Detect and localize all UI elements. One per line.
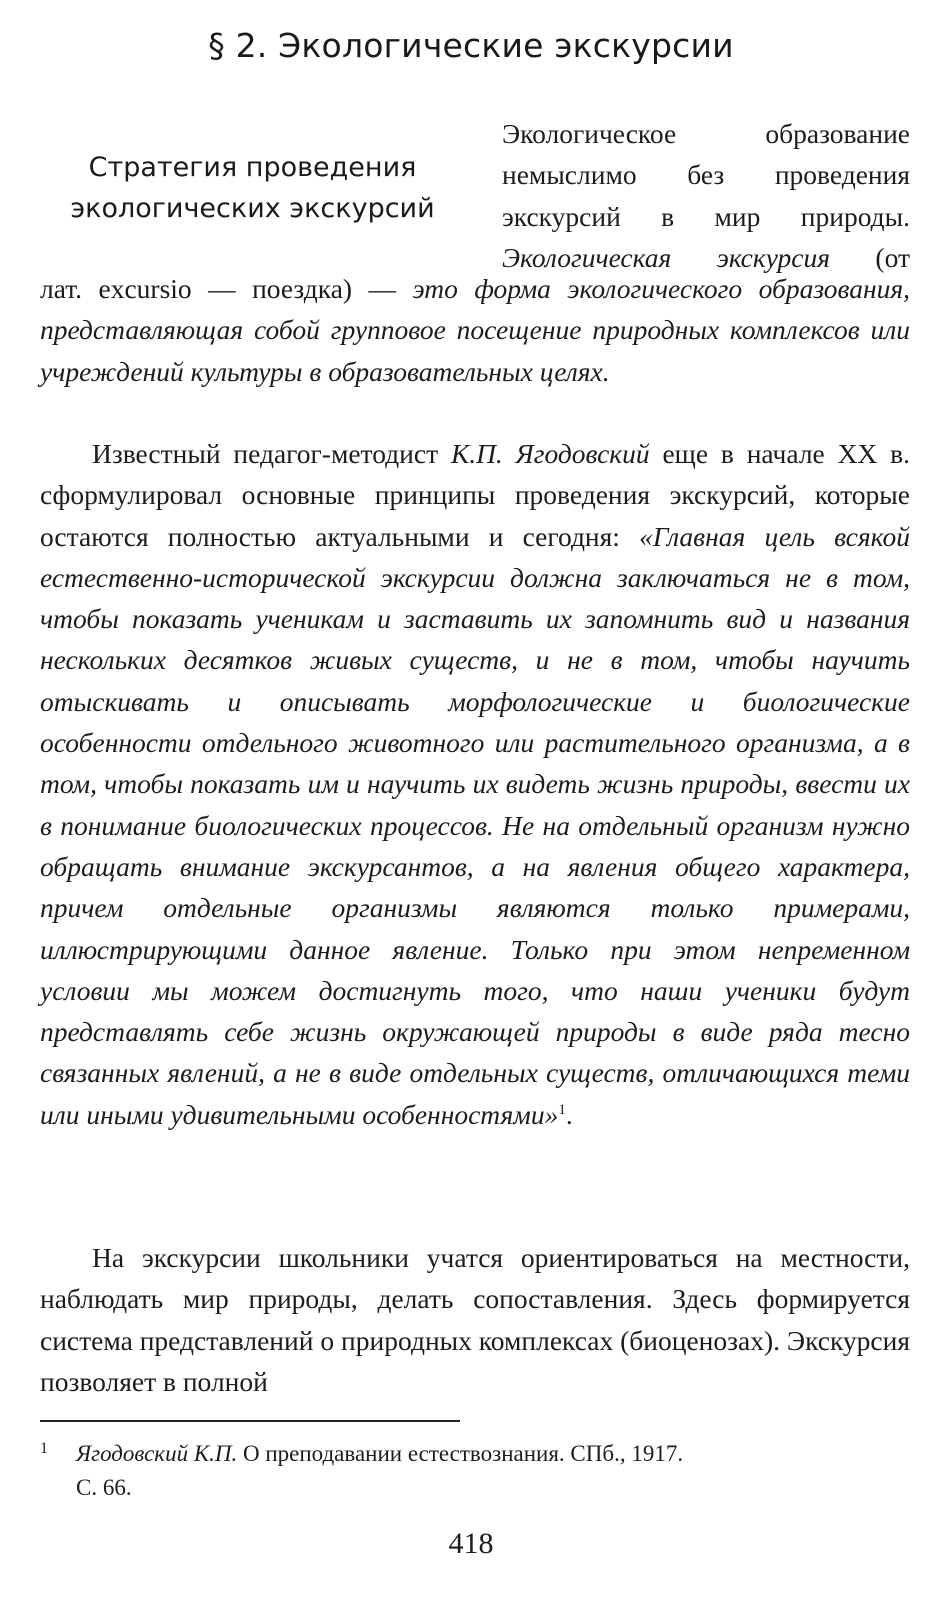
para2-intro: Известный педагог-методист <box>92 438 451 469</box>
footnote-text: О преподавании естествознания. СПб., 1917. <box>237 1441 684 1466</box>
footnote-reference[interactable]: 1 <box>558 1101 566 1118</box>
definition-term-after: (от <box>830 241 910 273</box>
side-heading-line1: Стратегия проведения <box>88 152 417 183</box>
side-heading <box>40 147 465 229</box>
para2-mid: еще в начале XX в. сформулировал основные принципы проведения экскурсий, которые остаются полностью актуальными и сегодня: <box>40 438 910 552</box>
footnote <box>40 1432 910 1505</box>
definition-column <box>502 113 910 278</box>
footnote-text-line2: С. 66. <box>76 1475 132 1500</box>
footnote-author: Ягодовский К.П. <box>76 1441 238 1466</box>
side-heading-line2: экологических экскурсий <box>70 193 435 224</box>
definition-line3: экскурсий в мир природы. <box>502 200 910 232</box>
definition-term: Экологическая экскурсия <box>502 241 831 273</box>
paragraph-yagodovsky <box>40 433 910 1135</box>
definition-cont-plain: лат. excursio — поездка) — <box>40 273 413 304</box>
definition-line2: немыслимо без проведения <box>502 159 910 191</box>
footnote-mark: 1 <box>40 1440 48 1457</box>
footnote-divider <box>40 1420 460 1422</box>
definition-line1: Экологическое образование <box>502 118 910 149</box>
para2-author: К.П. Ягодовский <box>450 438 650 469</box>
para2-end: . <box>565 1098 573 1130</box>
section-title: § 2. Экологические экскурсии <box>208 26 734 65</box>
page-number: 418 <box>448 1527 494 1560</box>
definition-cont-italic: это форма экологического образования, представляющая собой групповое посещение природных комплексов или учреждений культуры в образовательных целях. <box>40 273 910 387</box>
para2-quote: «Главная цель всякой естественно-исторической экскурсии должна заключаться не в том, чтобы показать ученикам и заставить их запомнить вид и названия нескольких десятков живых существ, и не в том, чтобы научить отыскивать и описывать морфологические и биологические особенности отдельного животного или растительного организма, а в том, чтобы показать им и научить их видеть жизнь природы, ввести их в понимание биологических процессов. Не на отдельный организм нужно обращать внимание экскурсантов, а на явления общего характера, причем отдельные организмы являются только примерами, иллюстрирующими данное явление. Только при этом непременном условии мы можем достигнуть того, что наши ученики будут представлять себе жизнь окружающей природы в виде ряда тесно связанных явлений, а не в виде отдельных существ, отличающихся теми или иными удивительными особенностями» <box>40 520 910 1130</box>
paragraph-excursion: На экскурсии школьники учатся ориентироваться на местности, наблюдать мир природы, делать сопоставления. Здесь формируется система представлений о природных комплексах (биоценозах). Экскурсия позволяет в полной <box>40 1242 910 1397</box>
definition-continuation <box>40 268 910 392</box>
